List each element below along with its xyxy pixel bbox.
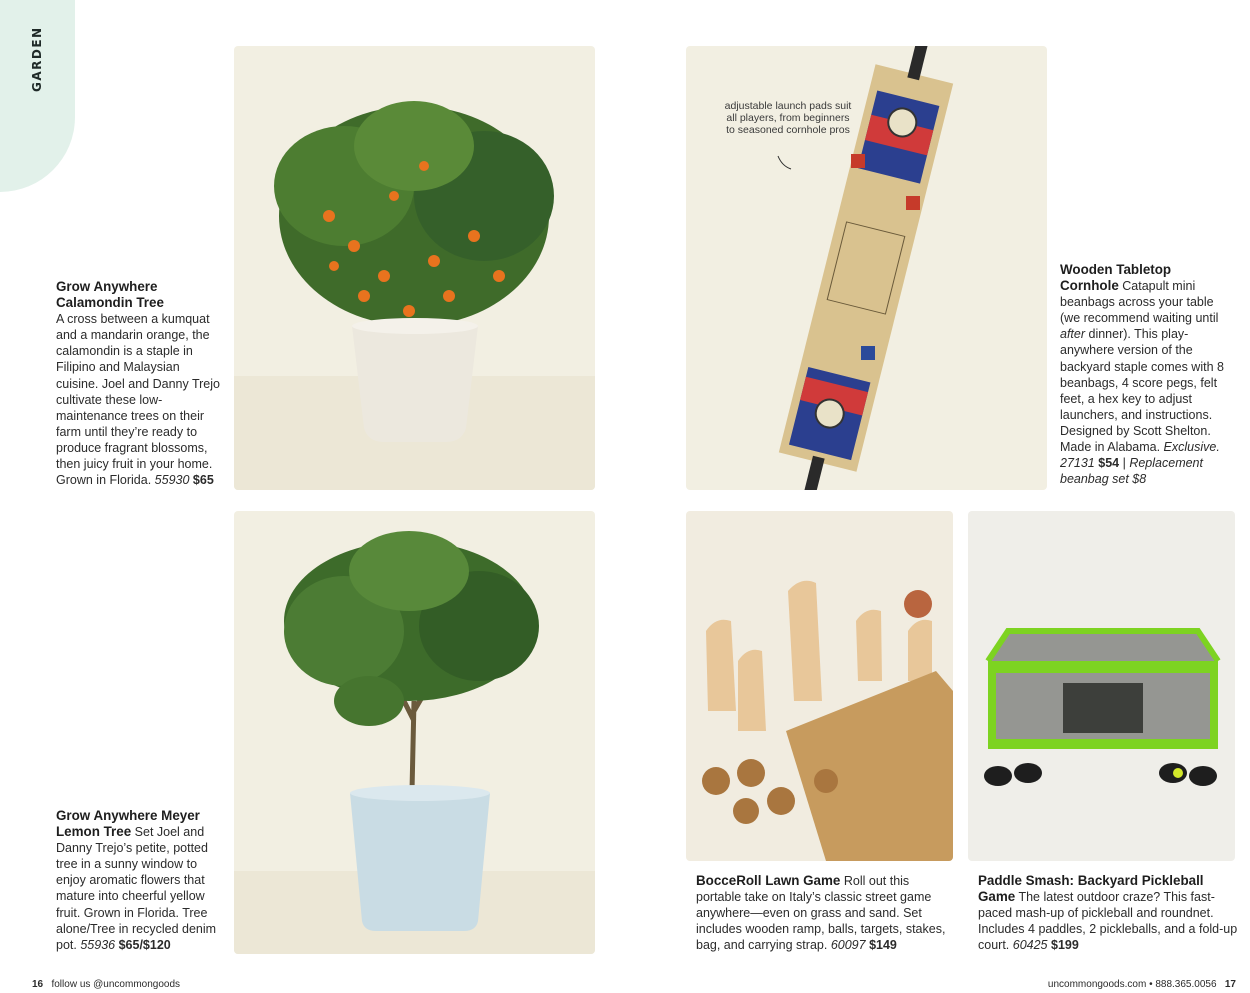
- page-number-right: 17: [1224, 979, 1236, 990]
- bocceroll-sku: 60097: [830, 938, 866, 953]
- cornhole-sku: 27131: [1060, 456, 1095, 471]
- footer-left: [32, 979, 180, 990]
- cornhole-callout: adjustable launch pads suit all players, from beginners to seasoned cornhole pros: [724, 100, 852, 136]
- social-handle-link[interactable]: follow us @uncommongoods: [51, 979, 181, 990]
- paddle-smash-sku: 60425: [1012, 938, 1048, 953]
- paddle-smash-name: Paddle Smash: Backyard Pickleball Game: [978, 873, 1204, 905]
- cornhole-description-b: dinner). This play-anywhere version of the backyard staple comes with 8 beanbags, 4 score pegs, felt feet, a hex key to adjust launchers, and instructions. Designed by Scott Shelton. Made in Alabama.: [1060, 327, 1224, 455]
- calamondin-name-1: Grow Anywhere: [56, 279, 158, 294]
- calamondin-tree-photo: [234, 46, 595, 490]
- website-phone-link[interactable]: uncommongoods.com • 888.365.0056: [1047, 979, 1217, 990]
- cornhole-separator: |: [1122, 456, 1126, 471]
- bocceroll-description: Roll out this portable take on Italy’s classic street game anywhere—even on grass and sand. Set includes wooden ramp, balls, targets, stakes, bag, and carrying strap.: [696, 874, 946, 953]
- calamondin-price: $65: [192, 473, 214, 488]
- cornhole-copy: [1060, 262, 1228, 487]
- meyer-lemon-description: Set Joel and Danny Trejo’s petite, potted tree in a sunny window to enjoy aromatic flowers that mature into cheerful yellow fruit. Grown in Florida. Tree alone/Tree in recycled denim pot.: [56, 825, 217, 952]
- cornhole-description-em: after: [1060, 327, 1086, 342]
- section-tab: [0, 0, 75, 192]
- paddle-smash-copy: [978, 873, 1240, 953]
- footer-right: [1048, 979, 1236, 990]
- calamondin-sku: 55930: [154, 473, 190, 488]
- meyer-lemon-name-2: Lemon Tree: [56, 824, 132, 840]
- cornhole-price: $54: [1098, 456, 1120, 471]
- bocceroll-photo: [686, 511, 953, 861]
- bocceroll-price: $149: [869, 938, 897, 953]
- paddle-smash-photo: [968, 511, 1235, 861]
- cornhole-replacement: Replacement beanbag set $8: [1060, 456, 1203, 487]
- meyer-lemon-sku: 55936: [80, 937, 116, 952]
- meyer-lemon-copy: [56, 808, 221, 953]
- cornhole-name-1: Wooden Tabletop: [1060, 262, 1172, 277]
- meyer-lemon-name-1: Grow Anywhere Meyer: [56, 808, 200, 823]
- meyer-lemon-price: $65/$120: [118, 937, 171, 952]
- bocceroll-copy: [696, 873, 946, 953]
- cornhole-name-2: Cornhole: [1060, 278, 1119, 294]
- page-number-left: 16: [32, 979, 44, 990]
- paddle-smash-price: $199: [1051, 938, 1079, 953]
- cornhole-exclusive: Exclusive.: [1163, 440, 1220, 455]
- section-tab-label: GARDEN: [30, 26, 44, 92]
- calamondin-name-2: Calamondin Tree: [56, 295, 164, 311]
- cornhole-description-a: Catapult mini beanbags across your table (we recommend waiting until: [1060, 279, 1219, 326]
- meyer-lemon-tree-photo: [234, 511, 595, 954]
- bocceroll-name: BocceRoll Lawn Game: [696, 873, 841, 888]
- calamondin-copy: [56, 279, 221, 488]
- paddle-smash-description: The latest outdoor craze? This fast-paced mash-up of pickleball and roundnet. Includes 4 paddles, 2 pickleballs, and a fold-up court.: [978, 890, 1238, 953]
- calamondin-description: A cross between a kumquat and a mandarin orange, the calamondin is a staple in Filipino and Malaysian cuisine. Joel and Danny Trejo cultivate these low-maintenance trees on their farm until they’re ready to produce fragrant blossoms, then juicy fruit in your home. Grown in Florida.: [56, 312, 220, 488]
